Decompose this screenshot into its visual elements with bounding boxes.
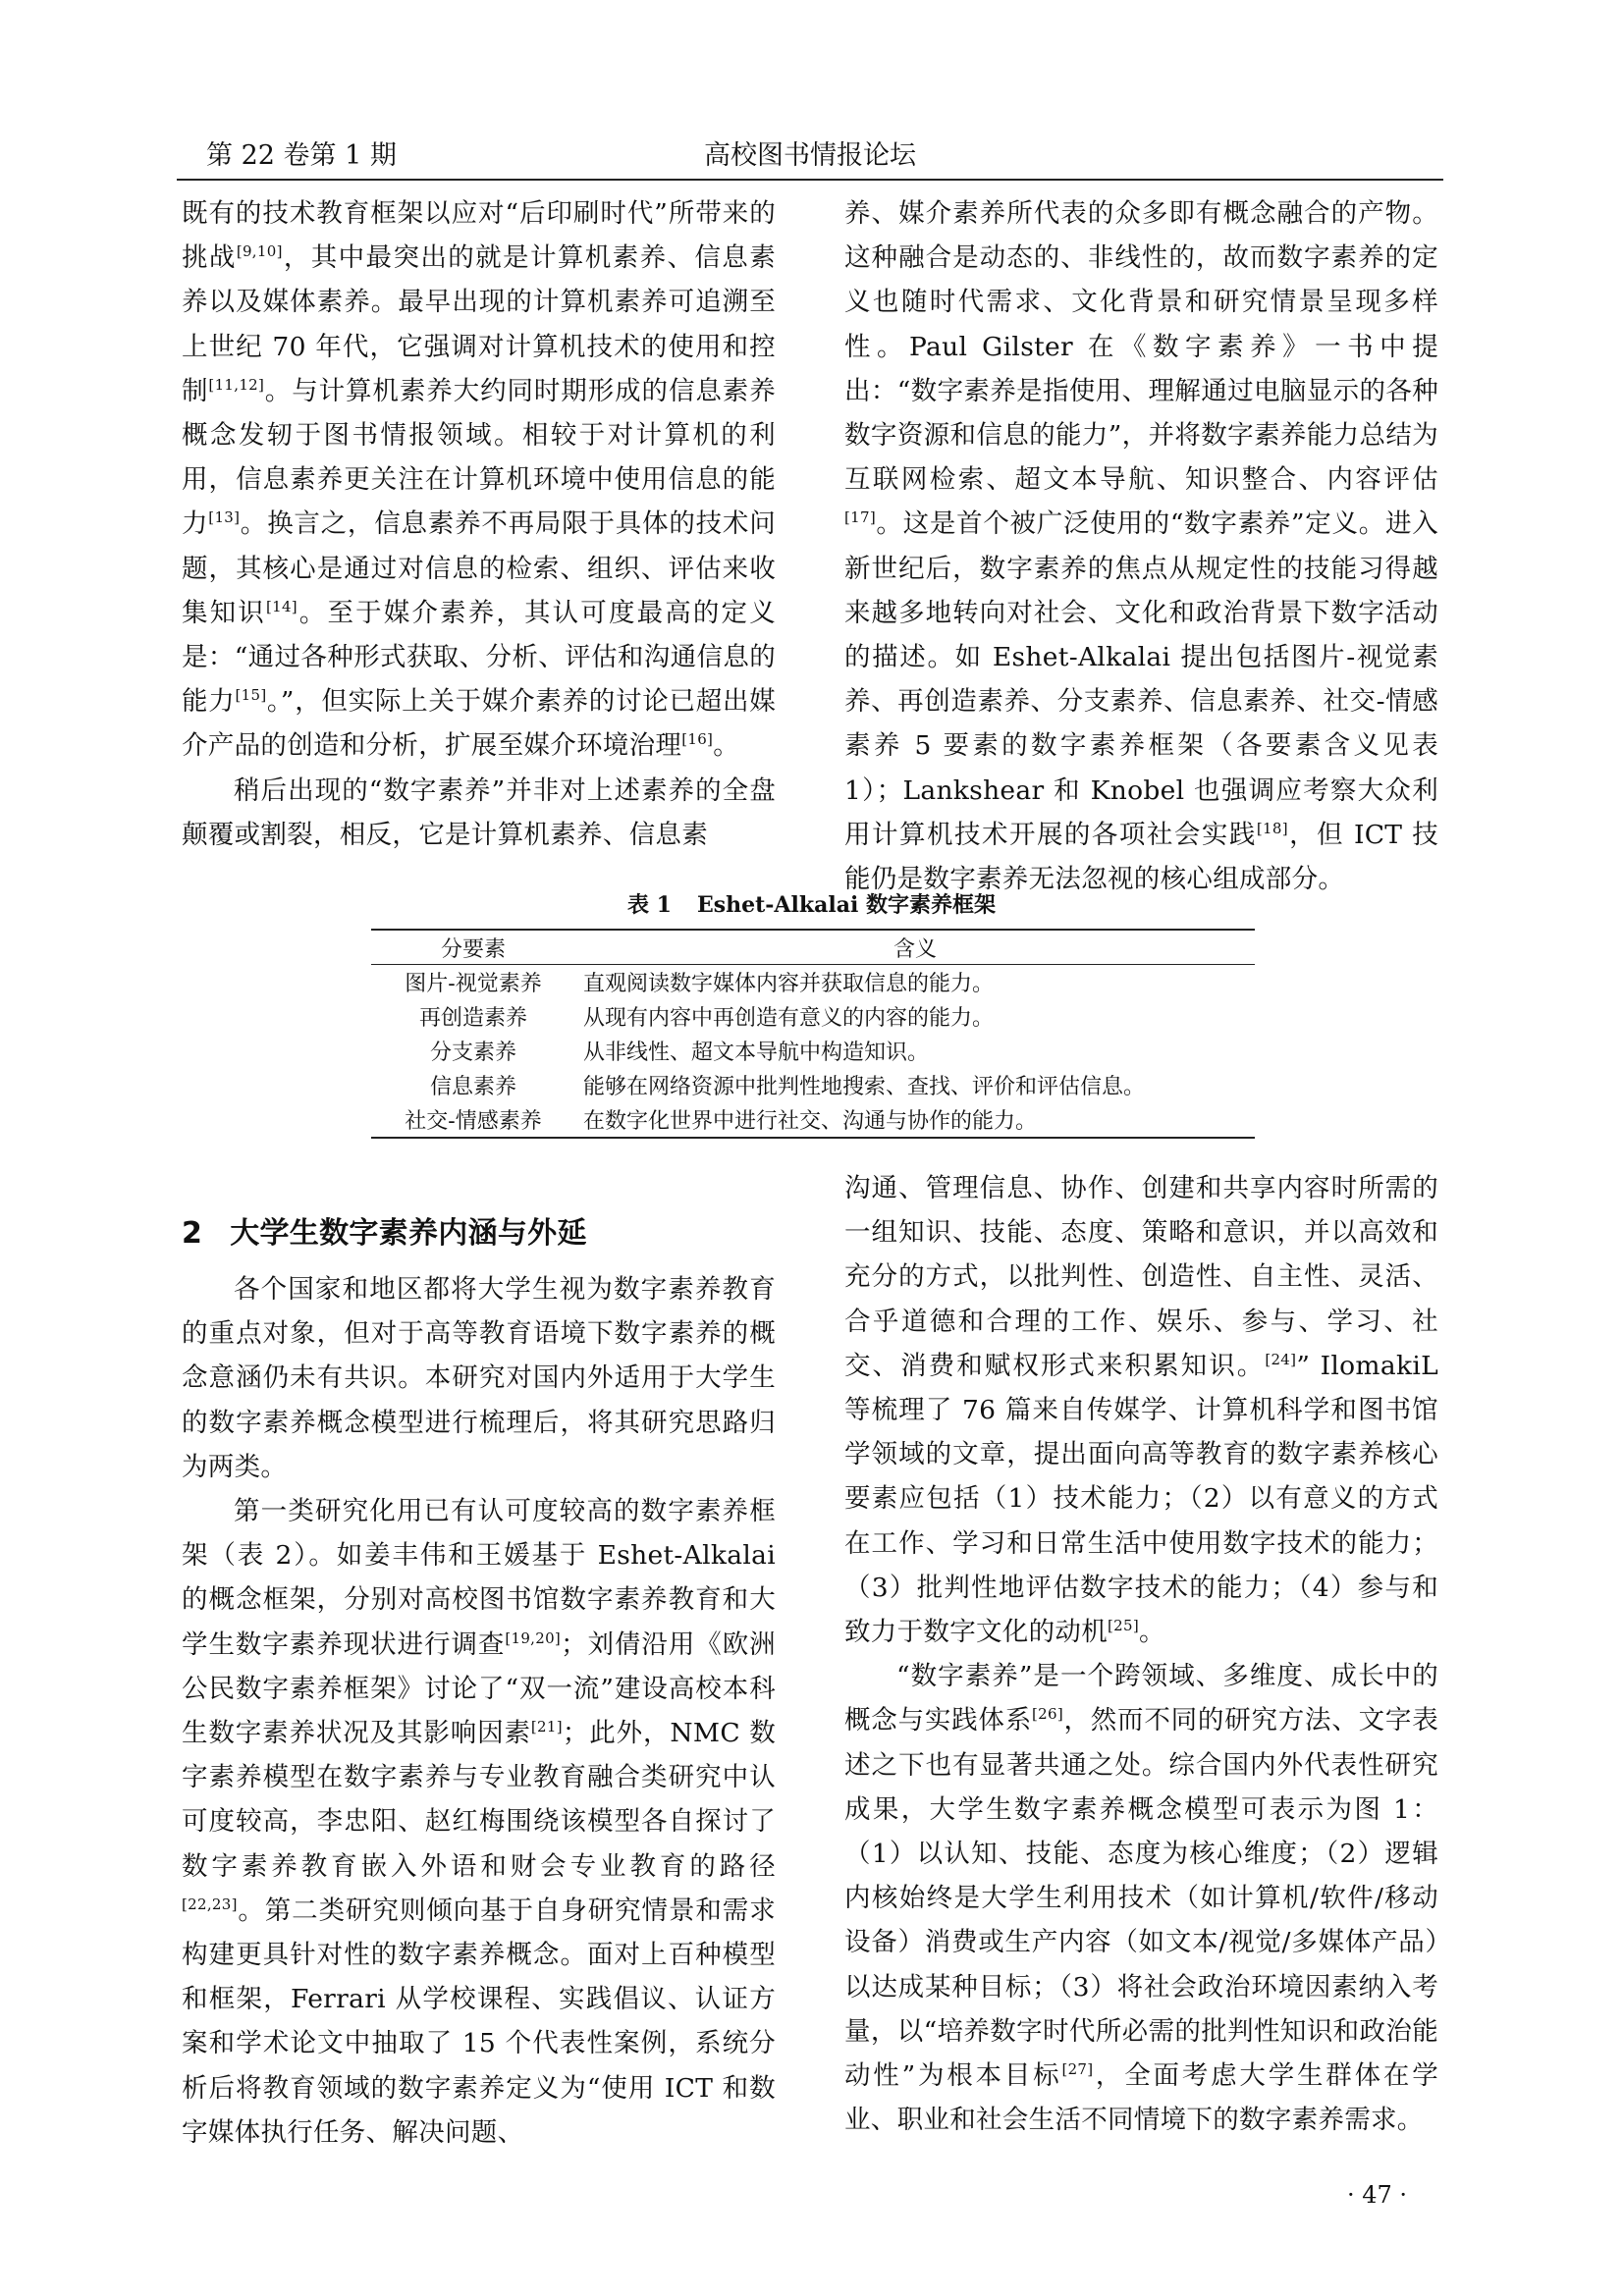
- citation-ref: [26]: [1032, 1705, 1063, 1724]
- body-paragraph: [844, 191, 1438, 901]
- body-paragraph: [182, 1489, 776, 2155]
- table-title: Eshet-Alkalai 数字素养框架: [696, 892, 996, 918]
- table-caption: [0, 888, 1623, 919]
- citation-ref: [14]: [265, 598, 298, 615]
- text-run: 第一类研究化用已有认可度较高的数字素养框架（表 2）。如姜丰伟和王媛基于 Eshet-Alkalai 的概念框架，分别对高校图书馆数字素养教育和大学生数字素养现状进行调查: [182, 1496, 776, 1660]
- text-run: 。: [1139, 1617, 1165, 1648]
- table-row: [371, 1102, 1255, 1138]
- text-run: 。: [713, 730, 740, 762]
- column-left-top: [182, 191, 776, 857]
- body-paragraph: 稍后出现的“数字素养”并非对上述素养的全盘颠覆或割裂，相反，它是计算机素养、信息素: [182, 774, 776, 850]
- section-title: 大学生数字素养内涵与外延: [230, 1216, 587, 1251]
- text-run: ；刘倩沿用《欧洲公民数字素养框架》讨论了“双一流”建设高校本科生数字素养状况及其影响因素: [182, 1629, 776, 1749]
- table-label: 表 1: [627, 892, 672, 918]
- table-cell: 社交-情感素养: [371, 1102, 575, 1138]
- text-run: ，然而不同的研究方法、文字表述之下也有显著共通之处。综合国内外代表性研究成果，大学生数字素养概念模型可表示为图 1：（1）以认知、技能、态度为核心维度；（2）逻辑内核始终是大学生利用技术（如计算机/软件/移动设备）消费或生产内容（如文本/视觉/多媒体产品）以达成某种目标；（3）将社会政治环境因素纳入考量，以“培养数字时代所必需的批判性知识和政治能动性”为根本目标: [844, 1705, 1438, 2092]
- page-number: · 47 ·: [1347, 2181, 1408, 2209]
- citation-ref: [11,12]: [208, 375, 265, 394]
- text-run: 养、媒介素养所代表的众多即有概念融合的产物。这种融合是动态的、非线性的，故而数字素养的定义也随时代需求、文化背景和研究情景呈现多样性。Paul Gilster 在《数字素养》一书中提出：“数字素养是指使用、理解通过电脑显示的各种数字资源和信息的能力”，并将数字素养能力总结为互联网检索、超文本导航、知识整合、内容评估: [844, 198, 1438, 496]
- table-header-row: [371, 930, 1255, 965]
- section-heading: [182, 1211, 776, 1255]
- table-row: [371, 999, 1255, 1034]
- body-paragraph: 各个国家和地区都将大学生视为数字素养教育的重点对象，但对于高等教育语境下数字素养的概念意涵仍未有共识。本研究对国内外适用于大学生的数字素养概念模型进行梳理后，将其研究思路归为两类。: [182, 1274, 776, 1482]
- journal-title: 高校图书情报论坛: [704, 140, 916, 171]
- text-run: 。这是首个被广泛使用的“数字素养”定义。进入新世纪后，数字素养的焦点从规定性的技能习得越来越多地转向对社会、文化和政治背景下数字活动的描述。如 Eshet-Alkalai 提出包括图片-视觉素养、再创造素养、分支素养、信息素养、社交-情感素养 5 要素的数字素养框架（各要素含义见表 1）；Lankshear 和 Knobel 也强调应考察大众利用计算机技术开展的各项社会实践: [844, 508, 1438, 850]
- citation-ref: [13]: [208, 508, 241, 527]
- citation-ref: [21]: [530, 1718, 563, 1736]
- table-cell: 图片-视觉素养: [405, 972, 542, 996]
- table-cell: 从非线性、超文本导航中构造知识。: [583, 1041, 930, 1065]
- table-row: [371, 965, 1255, 1000]
- text-run: ，其中最突出的就是计算机素养、信息素养以及媒体素养。最早出现的计算机素养可追溯至上世纪 70 年代，它强调对计算机技术的使用和控制: [182, 242, 776, 406]
- column-left-bottom: [182, 1211, 776, 2155]
- text-run: 。换言之，信息素养不再局限于具体的技术问题，其核心是通过对信息的检索、组织、评估来收集知识: [182, 508, 776, 628]
- literacy-framework-table: [371, 929, 1255, 1139]
- citation-ref: [9,10]: [236, 242, 283, 261]
- text-run: 沟通、管理信息、协作、创建和共享内容时所需的一组知识、技能、态度、策略和意识，并以高效和充分的方式，以批判性、创造性、自主性、灵活、合乎道德和合理的工作、娱乐、参与、学习、社交、消费和赋权形式来积累知识。: [844, 1173, 1438, 1381]
- text-run: ；此外，NMC 数字素养模型在数字素养与专业教育融合类研究中认可度较高，李忠阳、赵红梅围绕该模型各自探讨了数字素养教育嵌入外语和财会专业教育的路径: [182, 1718, 776, 1882]
- table-cell: 在数字化世界中进行社交、沟通与协作的能力。: [575, 1102, 1255, 1138]
- citation-ref: [27]: [1061, 2060, 1094, 2079]
- body-paragraph: [844, 1654, 1438, 2142]
- text-run: ” IlomakiL 等梳理了 76 篇来自传媒学、计算机科学和图书馆学领域的文章，提出面向高等教育的数字素养核心要素应包括（1）技术能力；（2）以有意义的方式在工作、学习和日常生活中使用数字技术的能力；（3）批判性地评估数字技术的能力；（4）参与和致力于数字文化的动机: [844, 1350, 1438, 1648]
- citation-ref: [18]: [1256, 820, 1288, 838]
- column-header: 分要素: [371, 930, 575, 965]
- column-header: 含义: [575, 930, 1255, 965]
- table-row: [371, 1034, 1255, 1068]
- table-cell: 信息素养: [429, 1075, 516, 1099]
- table-cell: 能够在网络资源中批判性地搜索、查找、评价和评估信息。: [583, 1075, 1146, 1099]
- body-paragraph: [844, 1166, 1438, 1654]
- citation-ref: [24]: [1265, 1350, 1297, 1368]
- citation-ref: [25]: [1108, 1617, 1139, 1635]
- citation-ref: [16]: [681, 730, 714, 749]
- column-right-top: [844, 191, 1438, 901]
- citation-ref: [15]: [235, 686, 267, 705]
- citation-ref: [19,20]: [505, 1629, 562, 1647]
- table-cell: 直观阅读数字媒体内容并获取信息的能力。: [583, 972, 995, 996]
- text-run: 。”，但实际上关于媒介素养的讨论已超出媒介产品的创造和分析，扩展至媒介环境治理: [182, 686, 776, 762]
- section-number: 2: [182, 1216, 203, 1251]
- text-run: 。与计算机素养大约同时期形成的信息素养概念发轫于图书情报领域。相较于对计算机的利用，信息素养更关注在计算机环境中使用信息的能力: [182, 375, 776, 540]
- text-run: 。至于媒介素养，其认可度最高的定义是：“通过各种形式获取、分析、评估和沟通信息的能力: [182, 597, 776, 718]
- body-paragraph: [182, 191, 776, 769]
- citation-ref: [17]: [844, 508, 876, 527]
- table-cell: 分支素养: [429, 1041, 516, 1065]
- column-right-bottom: [844, 1166, 1438, 2142]
- table-cell: 再创造素养: [418, 1006, 527, 1031]
- text-run: ，但 ICT 技能仍是数字素养无法忽视的核心组成部分。: [844, 819, 1438, 895]
- table-row: [371, 1068, 1255, 1102]
- table-cell: 从现有内容中再创造有意义的内容的能力。: [583, 1006, 995, 1031]
- citation-ref: [22,23]: [182, 1896, 238, 1914]
- text-run: ，全面考虑大学生群体在学业、职业和社会生活不同情境下的数字素养需求。: [844, 2060, 1438, 2136]
- running-header: [177, 132, 1443, 181]
- text-run: “数字素养”是一个跨领域、多维度、成长中的概念与实践体系: [844, 1661, 1438, 1736]
- text-run: 。第二类研究则倾向基于自身研究情景和需求构建更具针对性的数字素养概念。面对上百种模型和框架，Ferrari 从学校课程、实践倡议、认证方案和学术论文中抽取了 15 个代表性案例，系统分析后将教育领域的数字素养定义为“使用 ICT 和数字媒体执行任务、解决问题、: [182, 1895, 776, 2148]
- text-run: 既有的技术教育框架以应对“后印刷时代”所带来的挑战: [182, 198, 776, 274]
- journal-volume: 第 22 卷第 1 期: [206, 140, 397, 171]
